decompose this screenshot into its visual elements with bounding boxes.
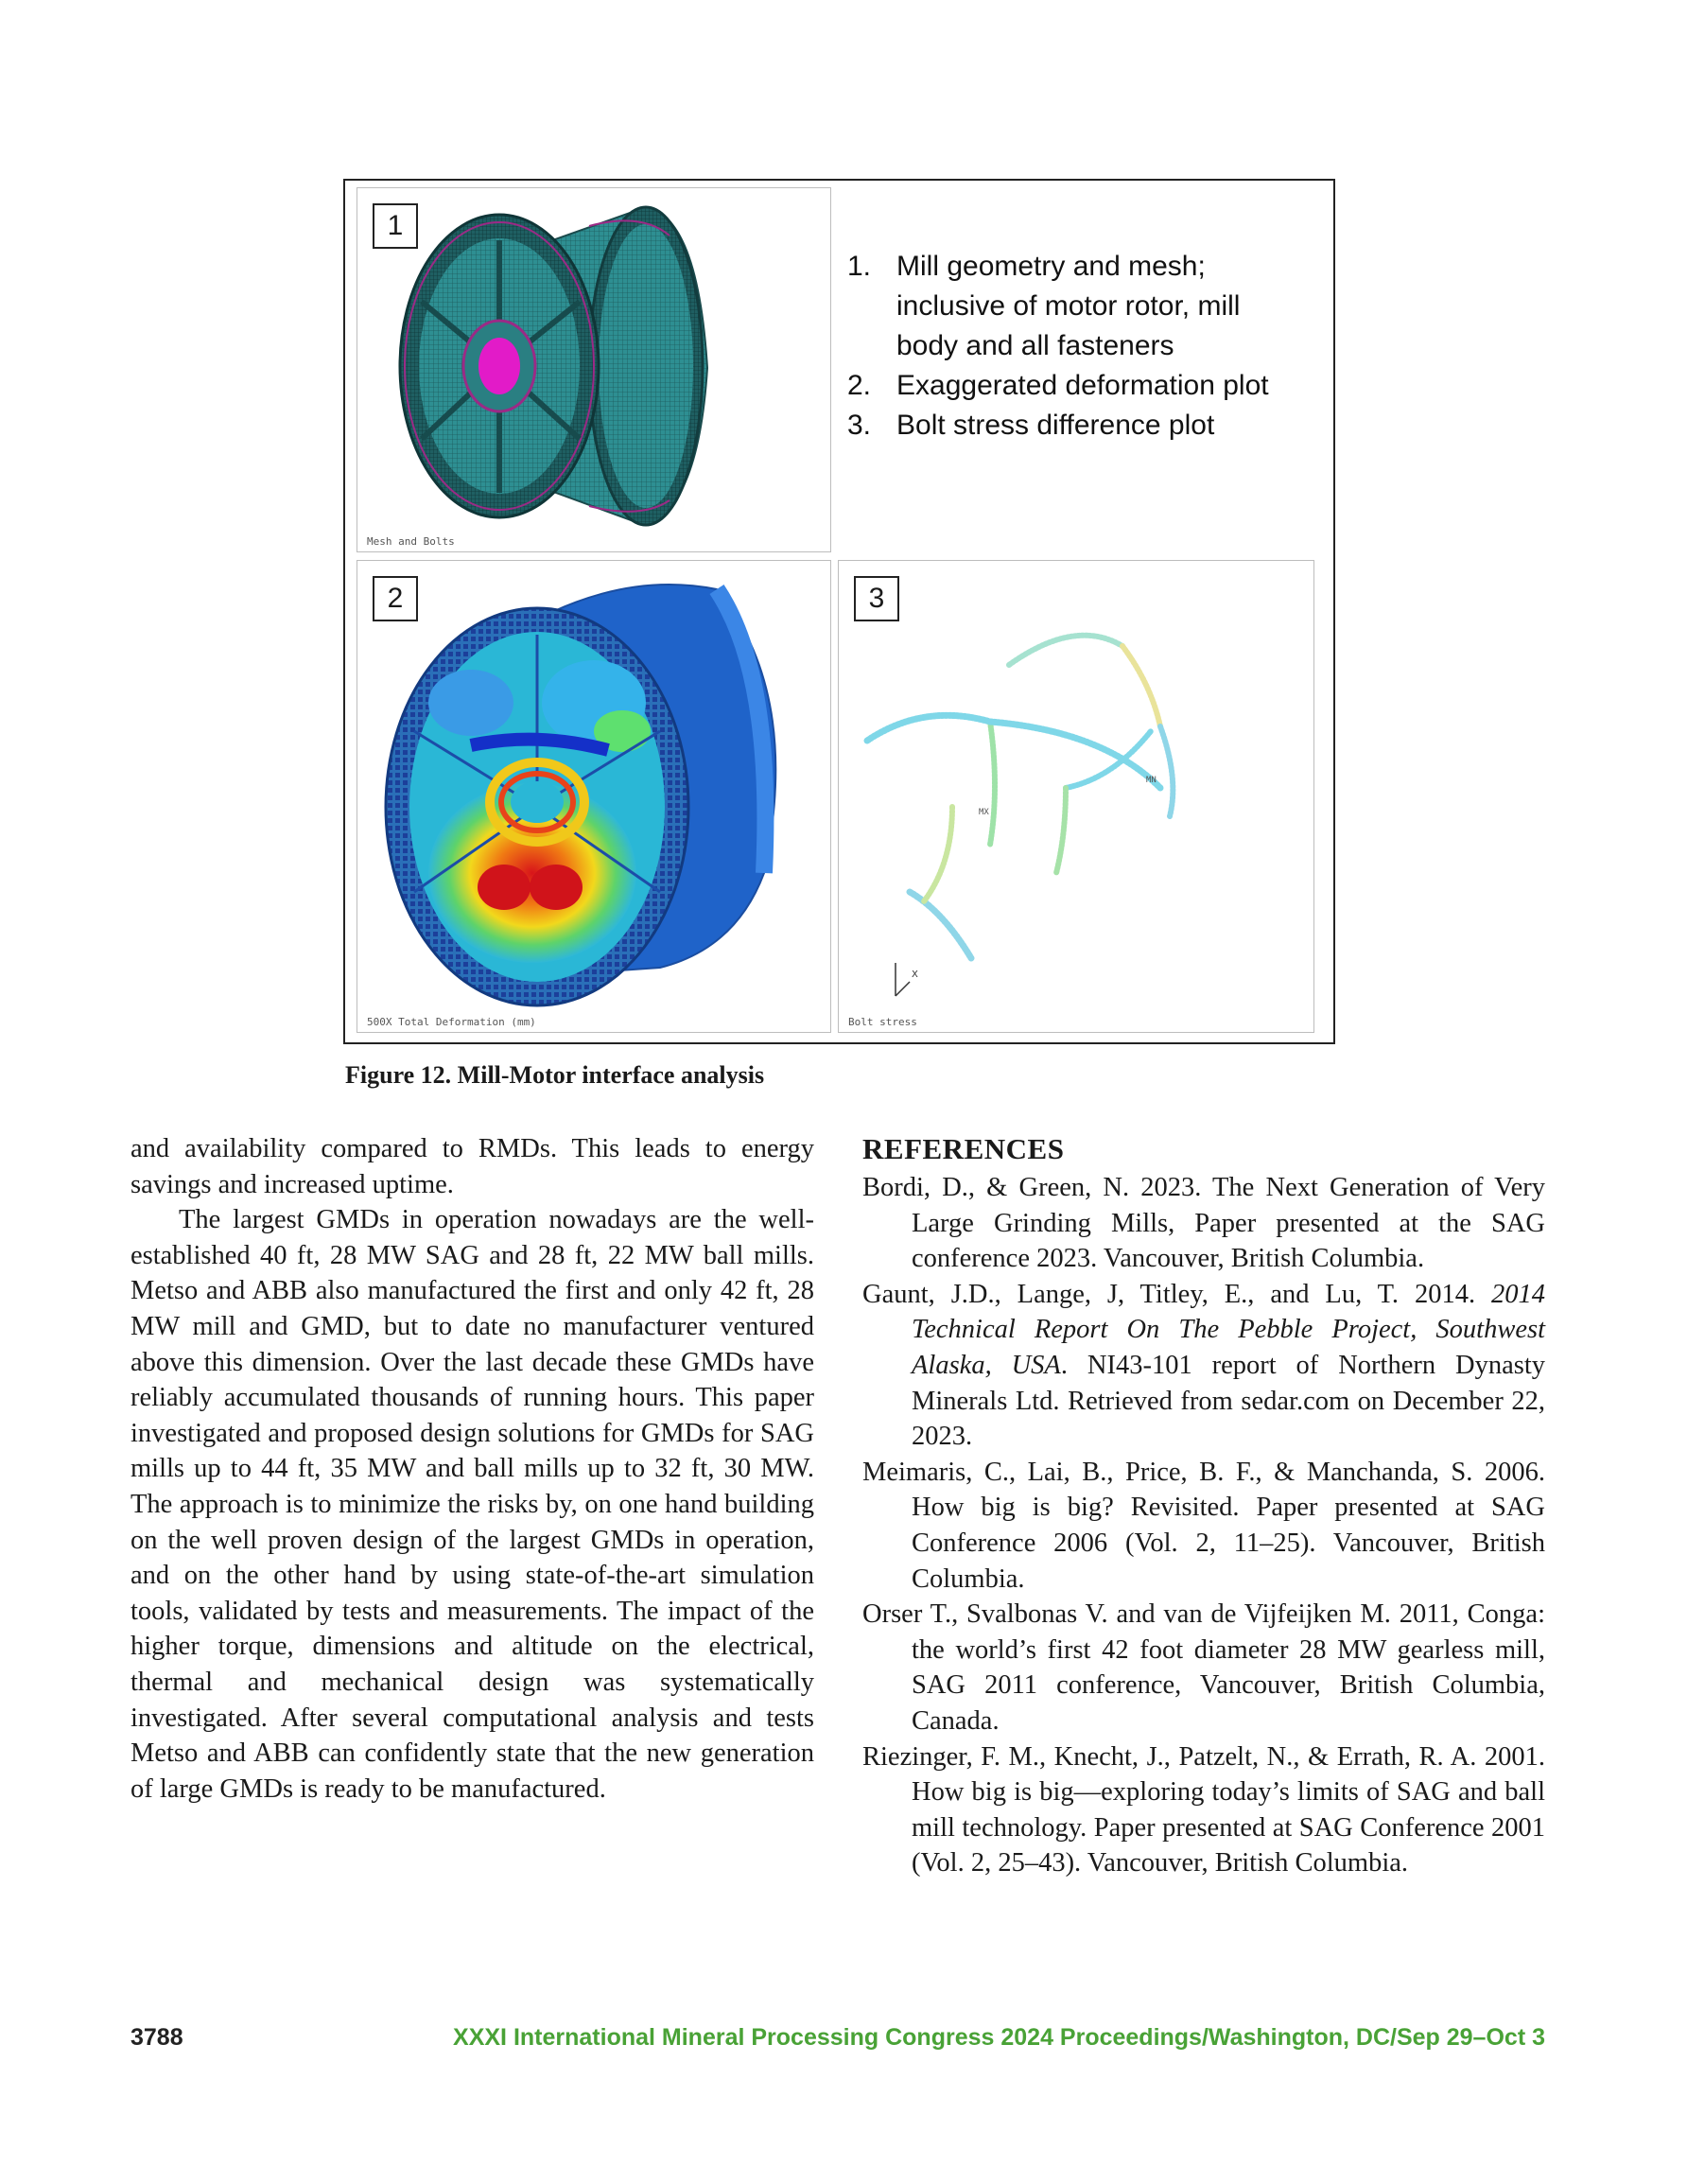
panel-deformation [357,560,831,1033]
reference-item: Riezinger, F. M., Knecht, J., Patzelt, N., & Errath, R. A. 2001. How big is big—exploring today’s limits of SAG and ball mill technology. Paper presented at SAG Conference 2001 (Vol. 2, 25–43). Vancouver, British Columbia. [862,1741,1545,1878]
legend-item-text: Exaggerated deformation plot [896,370,1269,401]
panel-caption: 500X Total Deformation (mm) [367,1016,536,1028]
body-text-left [130,1131,814,1807]
running-footer: XXXI International Mineral Processing Congress 2024 Proceedings/Washington, DC/Sep 29–Oct 3 [453,2024,1545,2051]
legend-item-text: Mill geometry and mesh; inclusive of motor rotor, mill body and all fasteners [896,251,1241,361]
panel-mesh [357,187,831,552]
panel-bolt-stress [838,560,1314,1033]
mill-mesh-image [357,188,831,552]
reference-item: Meimaris, C., Lai, B., Price, B. F., & Manchanda, S. 2006. How big is big? Revisited. Paper presented at SAG Conference 2006 (Vol. 2, 11–25). Vancouver, British Columbia. [862,1457,1545,1594]
paragraph: The largest GMDs in operation nowadays are the well-established 40 ft, 28 MW SAG and 28 ft, 22 MW ball mills. Metso and ABB also manufactured the first and only 42 ft, 28 MW mill and GMD, but to date no manufacturer ventured above this dimension. Over the last decade these GMDs have reliably accumulated thousands of running hours. This paper investigated and proposed design solutions for GMDs for SAG mills up to 44 ft, 35 MW and ball mills up to 32 ft, 30 MW. The approach is to minimize the risks by, on one hand building on the well proven design of the largest GMDs in operation, and on the other hand by using state-of-the-art simulation tools, validated by tests and measurements. The impact of the higher torque, dimensions and altitude on the electrical, thermal and mechanical design was systematically investigated. After several computational analysis and tests Metso and ABB can confidently state that the new generation of large GMDs is ready to be manufactured. [130,1205,814,1804]
reference-item: Gaunt, J.D., Lange, J, Titley, E., and Lu, T. 2014. 2014 Technical Report On The Pebble Project, Southwest Alaska, USA. NI43-101 report of Northern Dynasty Minerals Ltd. Retrieved from sedar.com on December 22, 2023. [862,1279,1545,1452]
reference-item: Bordi, D., & Green, N. 2023. The Next Generation of Very Large Grinding Mills, Paper presented at the SAG conference 2023. Vancouver, British Columbia. [862,1173,1545,1274]
svg-text:X: X [912,970,918,980]
svg-text:MX: MX [979,808,989,817]
figure-legend [847,247,1292,446]
reference-item: Orser T., Svalbonas V. and van de Vijfeijken M. 2011, Conga: the world’s first 42 foot diameter 28 MW gearless mill, SAG 2011 conference, Vancouver, British Columbia, Canada. [862,1599,1545,1736]
panel-caption: Bolt stress [848,1016,917,1028]
legend-item [847,247,1292,366]
page-number: 3788 [130,2024,183,2051]
deformation-plot-image [357,561,831,1033]
legend-item-number: 1. [847,251,872,282]
bolt-stress-plot-image [839,561,1314,1033]
panel-caption: Mesh and Bolts [367,535,455,548]
figure-caption: Figure 12. Mill-Motor interface analysis [345,1061,765,1089]
legend-item-number: 2. [847,370,872,401]
svg-text:MN: MN [1146,776,1157,785]
legend-item-text: Bolt stress difference plot [896,410,1215,441]
figure-12 [343,179,1335,1044]
legend-item-number: 3. [847,410,872,441]
panel-number: 3 [854,576,899,621]
panel-number: 2 [373,576,418,621]
legend-item [847,366,1292,406]
paragraph: and availability compared to RMDs. This leads to energy savings and increased uptime. [130,1134,814,1199]
references-section [862,1131,1545,1881]
legend-item [847,406,1292,446]
panel-number: 1 [373,203,418,249]
references-heading: REFERENCES [862,1132,1065,1165]
